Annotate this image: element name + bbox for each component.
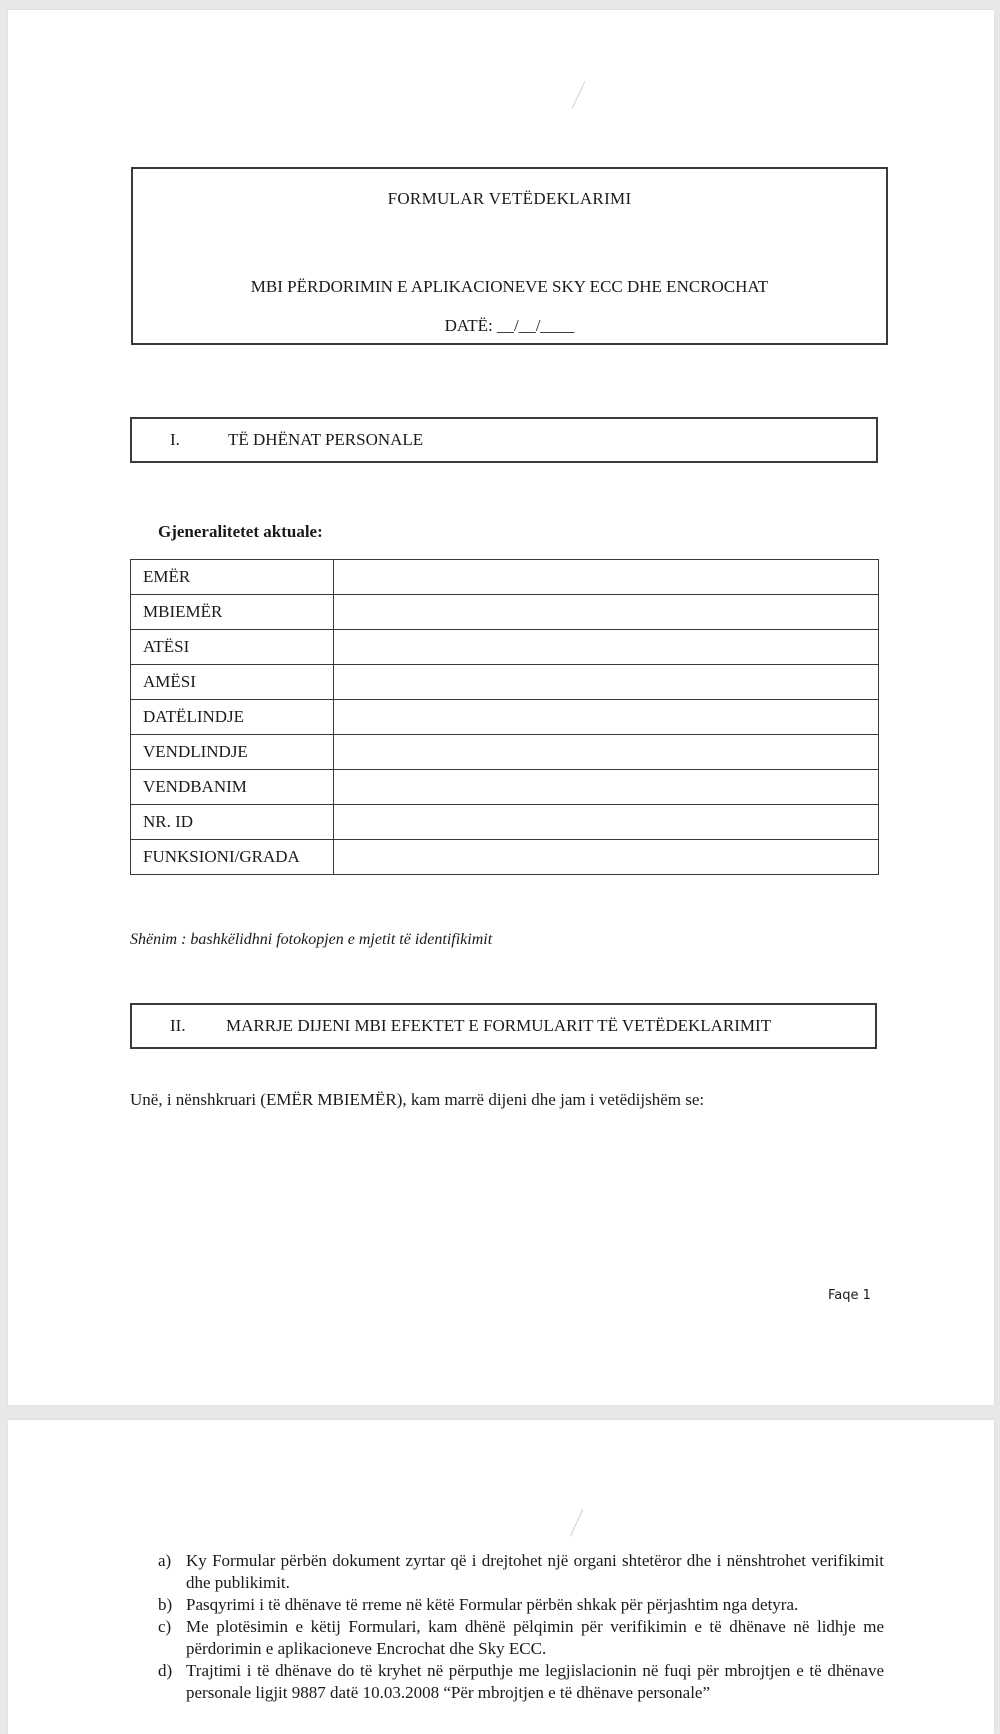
table-row (131, 665, 879, 700)
table-row (131, 595, 879, 630)
list-item-marker: b) (158, 1595, 173, 1614)
list-item (158, 1660, 884, 1704)
page-number: Faqe 1 (828, 1288, 871, 1303)
row-label: NR. ID (131, 805, 334, 840)
section-1-title: TË DHËNAT PERSONALE (228, 430, 424, 449)
scan-mark (572, 81, 586, 109)
table-row (131, 840, 879, 875)
form-subtitle: MBI PËRDORIMIN E APLIKACIONEVE SKY ECC DHE ENCROCHAT (250, 277, 769, 296)
row-value-field[interactable] (334, 735, 879, 770)
declaration-intro: Unë, i nënshkruari (EMËR MBIEMËR), kam marrë dijeni dhe jam i vetëdijshëm se: (130, 1090, 705, 1109)
row-value-field[interactable] (334, 700, 879, 735)
form-date: DATË: __/__/____ (444, 316, 575, 335)
row-value-field[interactable] (334, 840, 879, 875)
section-2-number: II. (170, 1016, 186, 1035)
row-value-field[interactable] (334, 665, 879, 700)
attachment-note: Shënim : bashkëlidhni fotokopjen e mjetit të identifikimit (130, 931, 493, 948)
list-item-text: Trajtimi i të dhënave do të kryhet në përputhje me legjislacionin në fuqi për mbrojtjen e të dhënave personale ligjit 9887 datë 10.03.2008 “Për mbrojtjen e të dhënave personale” (186, 1661, 884, 1702)
row-value-field[interactable] (334, 595, 879, 630)
title-box (131, 167, 888, 345)
scan-mark (570, 1509, 584, 1537)
personal-data-subheading: Gjeneralitetet aktuale: (158, 522, 323, 541)
section-2-header (130, 1003, 877, 1049)
section-1-number: I. (170, 430, 180, 449)
row-value-field[interactable] (334, 805, 879, 840)
declaration-list (158, 1550, 884, 1704)
row-label: VENDBANIM (131, 770, 334, 805)
page-1 (8, 10, 994, 1405)
row-value-field[interactable] (334, 770, 879, 805)
table-row (131, 770, 879, 805)
row-label: DATËLINDJE (131, 700, 334, 735)
list-item (158, 1594, 884, 1616)
row-label: AMËSI (131, 665, 334, 700)
list-item-text: Ky Formular përbën dokument zyrtar që i drejtohet një organi shtetëror dhe i nënshtrohet verifikimit dhe publikimit. (186, 1551, 884, 1592)
list-item (158, 1550, 884, 1594)
section-1-header (130, 417, 878, 463)
table-row (131, 700, 879, 735)
row-label: VENDLINDJE (131, 735, 334, 770)
row-value-field[interactable] (334, 560, 879, 595)
table-row (131, 805, 879, 840)
list-item-marker: c) (158, 1617, 172, 1636)
row-value-field[interactable] (334, 630, 879, 665)
row-label: MBIEMËR (131, 595, 334, 630)
list-item-marker: a) (158, 1551, 172, 1570)
list-item-marker: d) (158, 1661, 173, 1680)
row-label: EMËR (131, 560, 334, 595)
table-row (131, 630, 879, 665)
list-item-text: Pasqyrimi i të dhënave të rreme në këtë Formular përbën shkak për përjashtim nga detyra. (186, 1595, 799, 1614)
page-2 (8, 1420, 994, 1734)
row-label: FUNKSIONI/GRADA (131, 840, 334, 875)
personal-data-table (130, 559, 879, 875)
section-2-title: MARRJE DIJENI MBI EFEKTET E FORMULARIT TË VETËDEKLARIMIT (226, 1016, 772, 1035)
table-row (131, 560, 879, 595)
row-label: ATËSI (131, 630, 334, 665)
list-item-text: Me plotësimin e këtij Formulari, kam dhënë pëlqimin për verifikimin e të dhënave në lidhje me përdorimin e aplikacioneve Encrochat dhe Sky ECC. (186, 1617, 884, 1658)
table-row (131, 735, 879, 770)
list-item (158, 1616, 884, 1660)
form-title: FORMULAR VETËDEKLARIMI (387, 189, 632, 208)
